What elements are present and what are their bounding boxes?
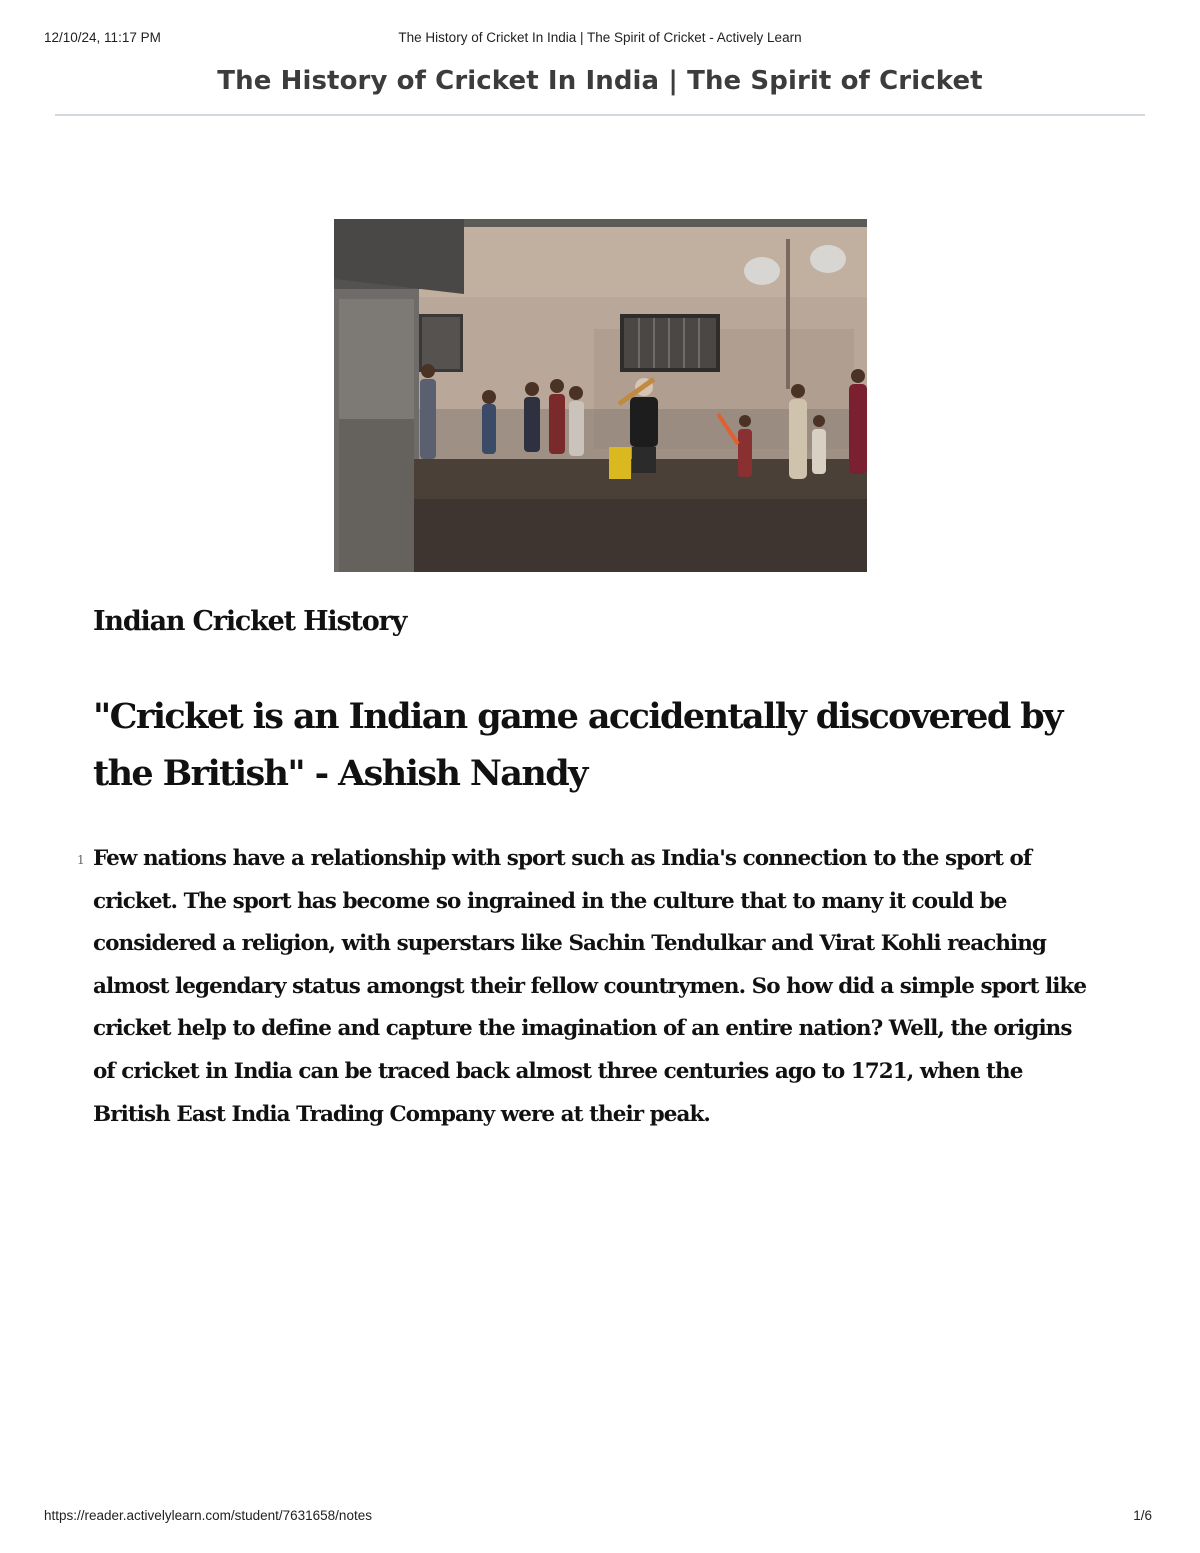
quote-heading: "Cricket is an Indian game accidentally discovered by the British" - Ashish Nandy bbox=[93, 696, 1062, 794]
cricket-photo bbox=[334, 219, 867, 572]
section-heading: Indian Cricket History bbox=[93, 606, 407, 637]
print-url: https://reader.activelylearn.com/student/7631658/notes bbox=[44, 1508, 372, 1523]
print-datetime: 12/10/24, 11:17 PM bbox=[44, 30, 161, 45]
article-title: The History of Cricket In India | The Spirit of Cricket bbox=[217, 66, 983, 96]
paragraph-number[interactable]: 1 bbox=[77, 853, 85, 867]
title-divider bbox=[55, 114, 1145, 116]
print-page-number: 1/6 bbox=[1133, 1508, 1152, 1523]
article-paragraph: Few nations have a relationship with sport such as India's connection to the sport of cricket. The sport has become so ingrained in the culture that to many it could be considered a religion, with superstars like Sachin Tendulkar and Virat Kohli reaching almost legendary status amongst their fellow countrymen. So how did a simple sport like cricket help to define and capture the imagination of an entire nation? Well, the origins of cricket in India can be traced back almost three centuries ago to 1721, when the British East India Trading Company were at their peak. bbox=[93, 846, 1087, 1127]
print-page-title: The History of Cricket In India | The Spirit of Cricket - Actively Learn bbox=[398, 30, 802, 45]
